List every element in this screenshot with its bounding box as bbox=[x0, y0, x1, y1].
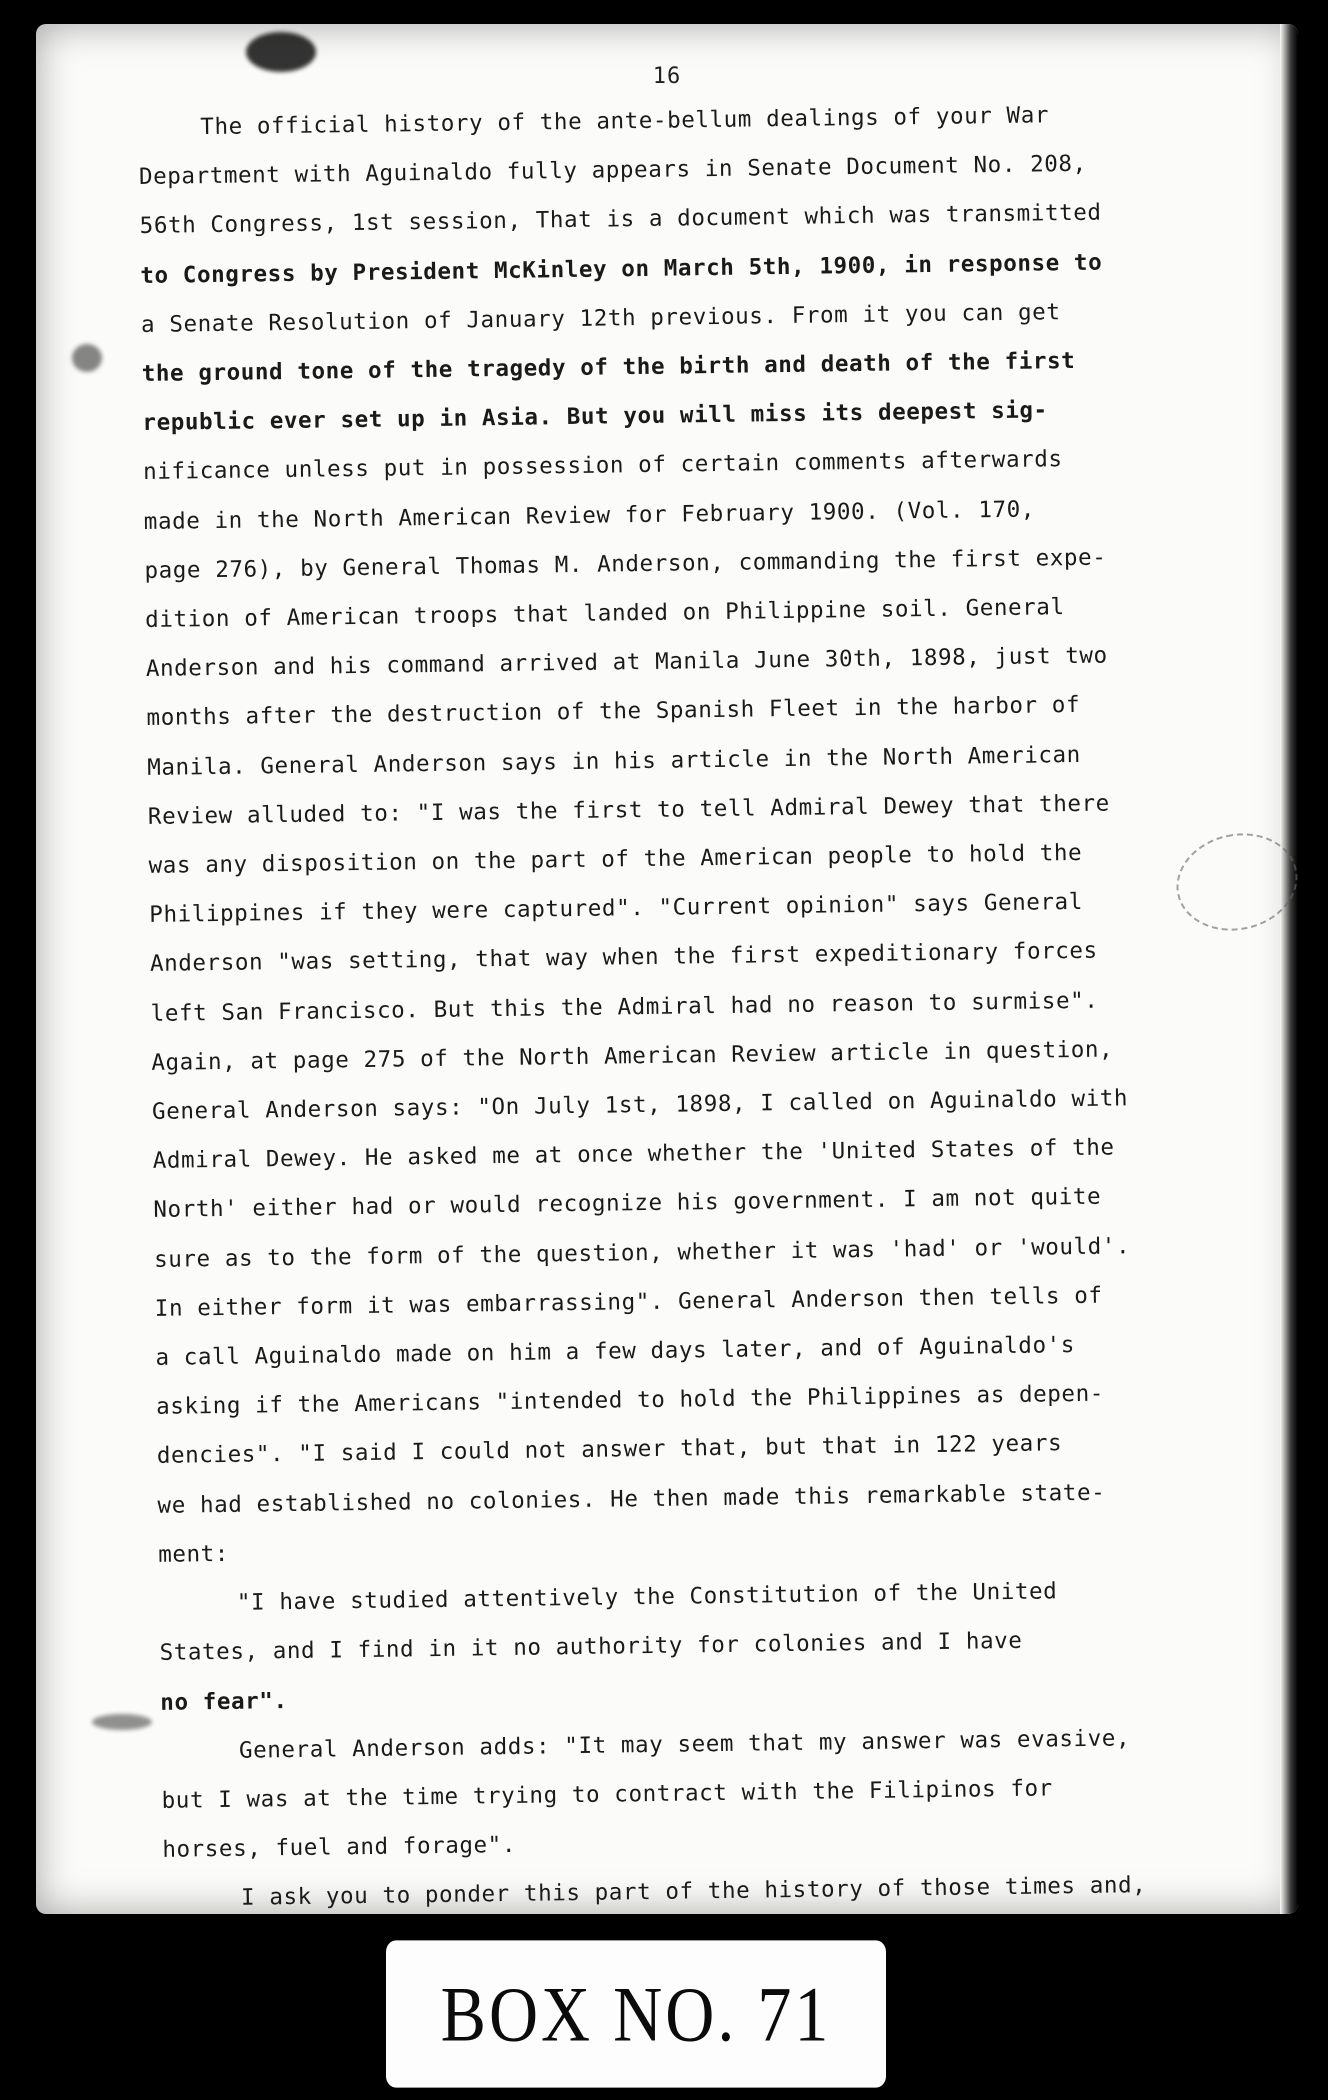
text-line: 56th Congress, 1st session, That is a document which was transmitted bbox=[139, 199, 1102, 240]
quote-line: "I have studied attentively the Constitution of the United bbox=[236, 1578, 1058, 1616]
text-line: was any disposition on the part of the American people to hold the bbox=[148, 839, 1083, 879]
text-line: Department with Aguinaldo fully appears in Senate Document No. 208, bbox=[138, 150, 1087, 191]
text-line: Review alluded to: "I was the first to tell Admiral Dewey that there bbox=[147, 790, 1110, 830]
text-line: Anderson and his command arrived at Manila June 30th, 1898, just two bbox=[145, 642, 1108, 683]
text-line: the ground tone of the tragedy of the birth and death of the first bbox=[141, 347, 1076, 387]
text-line: North' either had or would recognize his government. I am not quite bbox=[153, 1184, 1102, 1224]
text-line: left San Francisco. But this the Admiral had no reason to surmise". bbox=[150, 987, 1099, 1027]
text-line: asking if the Americans "intended to hold the Philippines as depen- bbox=[156, 1380, 1105, 1421]
text-line: In either form it was embarrassing". General Anderson then tells of bbox=[154, 1282, 1103, 1322]
box-label: BOX NO. 71 bbox=[386, 1940, 886, 2087]
text-line: I ask you to ponder this part of the history of those times and, bbox=[240, 1872, 1147, 1912]
text-line: dition of American troops that landed on Philippine soil. General bbox=[145, 594, 1065, 633]
text-line: Admiral Dewey. He asked me at once whether the 'United States of the bbox=[152, 1134, 1115, 1175]
document-page bbox=[36, 24, 1298, 1914]
text-line: a call Aguinaldo made on him a few days later, and of Aguinaldo's bbox=[155, 1332, 1076, 1371]
text-line: General Anderson adds: "It may seem that my answer was evasive, bbox=[238, 1725, 1131, 1764]
quote-line: States, and I find in it no authority for colonies and I have bbox=[159, 1628, 1023, 1667]
text-line: horses, fuel and forage". bbox=[162, 1832, 517, 1863]
ink-stain bbox=[92, 1714, 152, 1730]
text-line: The official history of the ante-bellum dealings of your War bbox=[200, 102, 1050, 141]
text-line: General Anderson says: "On July 1st, 1898, I called on Aguinaldo with bbox=[151, 1085, 1129, 1125]
ink-stain bbox=[72, 344, 102, 372]
text-line: but I was at the time trying to contract with the Filipinos for bbox=[161, 1775, 1054, 1814]
text-line: sure as to the form of the question, whether it was 'had' or 'would'. bbox=[153, 1232, 1131, 1273]
page-number: 16 bbox=[652, 64, 682, 89]
text-line: Anderson "was setting, that way when the first expeditionary forces bbox=[149, 938, 1098, 978]
text-line: republic ever set up in Asia. But you will miss its deepest sig- bbox=[142, 397, 1048, 437]
text-line: Manila. General Anderson says in his article in the North American bbox=[147, 741, 1082, 781]
text-line: page 276), by General Thomas M. Anderson, commanding the first expe- bbox=[144, 544, 1107, 584]
text-line: we had established no colonies. He then made this remarkable state- bbox=[157, 1479, 1106, 1519]
text-line: months after the destruction of the Spanish Fleet in the harbor of bbox=[146, 692, 1081, 732]
text-line: ment: bbox=[158, 1540, 230, 1568]
typewritten-body bbox=[138, 89, 1213, 1914]
quote-line: no fear". bbox=[160, 1687, 288, 1716]
text-line: nificance unless put in possession of certain comments afterwards bbox=[142, 446, 1063, 486]
text-line: Again, at page 275 of the North American Review article in question, bbox=[151, 1036, 1114, 1076]
text-line: a Senate Resolution of January 12th previous. From it you can get bbox=[140, 298, 1061, 338]
text-line: dencies". "I said I could not answer that, but that in 122 years bbox=[156, 1430, 1063, 1470]
text-line: to Congress by President McKinley on March 5th, 1900, in response to bbox=[140, 249, 1103, 289]
text-line: made in the North American Review for February 1900. (Vol. 170, bbox=[143, 496, 1036, 535]
page-edge-shadow bbox=[1280, 24, 1298, 1914]
text-line: Philippines if they were captured". "Current opinion" says General bbox=[149, 889, 1084, 929]
